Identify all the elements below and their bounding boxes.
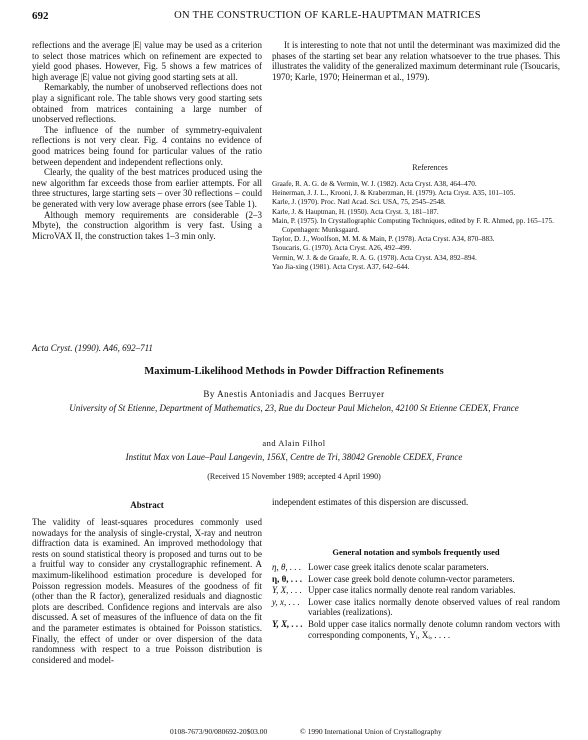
notation-row [272, 562, 560, 573]
reference-item: Heinerman, J. J. L., Krooni, J. & Kraberzman, H. (1979). Acta Cryst. A35, 101–105. [272, 189, 516, 198]
paragraph: independent estimates of this dispersion are discussed. [272, 497, 469, 507]
article-code: 0108-7673/90/080692-20$03.00 [170, 727, 268, 736]
paragraph: The influence of the number of symmetry-equivalent reflections is not very clear. Fig. 4 contains no evidence of good matrices being found for particular values of the ratio between dependent and independent reflections only. [32, 124, 262, 167]
reference-item: Karle, J. & Hauptman, H. (1950). Acta Cryst. 3, 181–187. [272, 207, 439, 216]
notation-row [272, 597, 560, 618]
paragraph: It is interesting to note that not until the determinant was maximized did the phases of the starting set bear any relation whatsoever to the true phases. This illustrates the validity of the generalized maximum determinant rule (Tsoucaris, 1970; Karle, 1970; Heinerman et al., 1979). [272, 40, 560, 82]
reference-item: Taylor, D. J., Woolfson, M. M. & Main, P. (1978). Acta Cryst. A34, 870–883. [272, 235, 495, 244]
authors-line-2: and Alain Filhol [262, 438, 326, 448]
reference-item: Main, P. (1975). In Crystallographic Computing Techniques, edited by F. R. Ahmed, pp. 165–175. Copenhagen: Munksgaard. [272, 216, 554, 235]
abstract-text: The validity of least-squares procedures commonly used nowadays for the analysis of single-crystal, X-ray and neutron diffraction data is examined. An improved methodology that rests on sound statistical theory is proposed and turns out to be a fruitful way to consider any crystallographic refinement. A maximum-likelihood estimation procedure is developed for Poisson regression models. Measures of the goodness of fit (other than the R factor), generalized residuals and diagnostic plots are described. Confidence regions and intervals are also discussed. A set of measures of the influence of data on the fit and the parameter estimates is obtained for Poisson statistics. Finally, the effect of under or over dispersion of the data randomness with respect to a true Poisson distribution is considered and model- [32, 517, 262, 665]
reference-item: Yao Jia-xing (1981). Acta Cryst. A37, 642–644. [272, 262, 410, 271]
notation-row [272, 619, 560, 640]
paragraph: Clearly, the quality of the best matrices produced using the new algorithm far exceeds those from earlier attempts. For all three structures, large starting sets – over 30 reflections – could be generated with very low average phase errors (see Table 1). [32, 167, 262, 209]
notation-description: Lower case italics normally denote observed values of real random variables (realizations). [308, 596, 560, 618]
abstract-title: Abstract [130, 500, 164, 510]
notation-symbol: η, θ, . . . [272, 573, 303, 584]
paragraph: reflections and the average |E| value may be used as a criterion to select those matrices which on refinement are expected to yield good phases. However, Fig. 5 shows a few matrices of high average |E| value not giving good starting sets at all. [32, 40, 262, 82]
reference-item: Vermin, W. J. & de Graafe, R. A. G. (1978). Acta Cryst. A34, 892–894. [272, 253, 477, 262]
notation-description: Bold upper case italics normally denote column random vectors with corresponding components, Yᵢ, Xᵢ, . . . . [308, 618, 560, 640]
references-list [272, 180, 560, 272]
reference-item: Karle, J. (1970). Proc. Natl Acad. Sci. USA, 75, 2545–2548. [272, 198, 446, 207]
affiliation-2: Institut Max von Laue–Paul Langevin, 156X, Centre de Tri, 38042 Grenoble CEDEX, France [125, 452, 463, 462]
page-number: 692 [32, 10, 49, 22]
affiliation-1: University of St Etienne, Department of Mathematics, 23, Rue du Docteur Paul Michelon, 42100 St Etienne CEDEX, France [69, 403, 519, 413]
notation-row [272, 574, 560, 585]
article-title: Maximum-Likelihood Methods in Powder Diffraction Refinements [144, 366, 444, 377]
abstract-body [32, 517, 262, 665]
notation-description: Upper case italics normally denote real random variables. [308, 585, 516, 596]
paragraph: Although memory requirements are considerable (2–3 Mbyte), the construction algorithm is very fast. Using a MicroVAX II, the construction takes 1–3 min only. [32, 209, 262, 241]
notation-symbol: y, x, . . . [272, 596, 300, 607]
notation-description: Lower case greek bold denote column-vector parameters. [308, 573, 515, 584]
notation-description: Lower case greek italics denote scalar parameters. [308, 562, 489, 572]
right-column-top [272, 40, 560, 82]
authors-line-1: By Anestis Antoniadis and Jacques Berruyer [203, 389, 385, 399]
running-title: ON THE CONSTRUCTION OF KARLE-HAUPTMAN MATRICES [174, 10, 481, 21]
copyright: © 1990 International Union of Crystallography [300, 727, 442, 736]
references-title: References [412, 163, 448, 172]
notation-title: General notation and symbols frequently used [332, 547, 500, 557]
paragraph: Remarkably, the number of unobserved reflections does not play a significant role. The table shows very good starting sets obtained from matrices containing a large number of unobserved reflections. [32, 82, 262, 125]
received-dates: (Received 15 November 1989; accepted 4 April 1990) [207, 472, 381, 481]
notation-row [272, 585, 560, 596]
article-citation: Acta Cryst. (1990). A46, 692–711 [32, 343, 153, 353]
reference-item: Graafe, R. A. G. de & Vermin, W. J. (1982). Acta Cryst. A38, 464–470. [272, 180, 477, 188]
notation-symbol: η, θ, . . . [272, 562, 302, 572]
reference-item: Tsoucaris, G. (1970). Acta Cryst. A26, 492–499. [272, 244, 412, 253]
left-column-top [32, 40, 262, 241]
right-column-bottom [272, 497, 560, 508]
notation-symbol: Y, X, . . . [272, 585, 302, 596]
notation-symbol: Y, X, . . . [272, 618, 303, 629]
notation-list [272, 562, 560, 641]
